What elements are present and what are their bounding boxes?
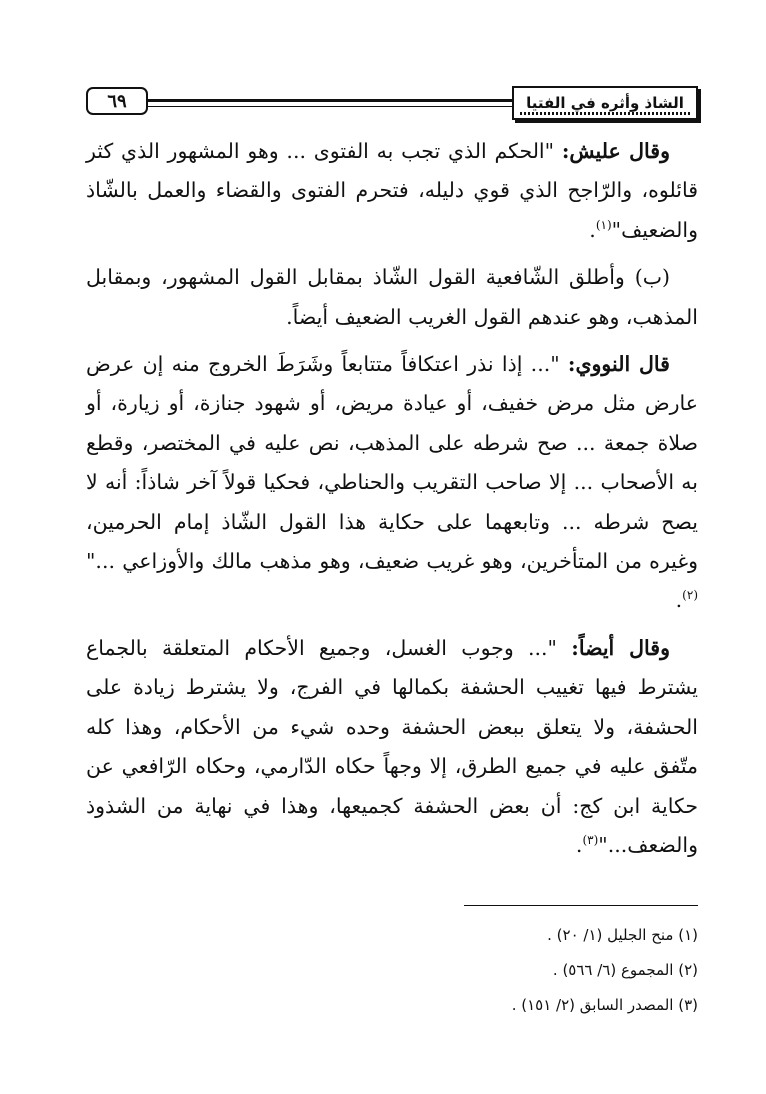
paragraph-1 [86, 132, 698, 250]
speaker: قال النووي: [567, 352, 670, 377]
end-mark: . [589, 217, 596, 242]
speaker: وقال أيضاً: [571, 635, 670, 660]
footnote-ref: (١) [595, 217, 612, 232]
paragraph-3 [86, 345, 698, 621]
header-rule-thin [148, 106, 512, 107]
footnote-ref: (٢) [682, 588, 698, 603]
header-rule [148, 99, 512, 102]
end-mark: . [675, 588, 683, 613]
page-number: ٦٩ [86, 87, 148, 115]
quote-text: "... إذا نذر اعتكافاً متتابعاً وشَرَطَ الخروج منه إن عرض عارض مثل مرض خفيف، أو عيادة مريض، أو شهود جنازة، أو زيارة، أو صلاة جمعة ... صح شرطه على المذهب، نص عليه في المختصر، وقطع به الأصحاب ... إلا صاحب التقريب والحناطي، فحكيا قولاً آخر شاذاً: أنه لا يصح شرطه ... وتابعهما على حكاية هذا القول الشّاذ إمام الحرمين، وغيره من المتأخرين، وهو غريب ضعيف، وهو مذهب مالك والأوزاعي ..." [86, 352, 698, 574]
paragraph-2 [86, 258, 698, 337]
footnote-separator [464, 905, 698, 906]
running-title: الشاذ وأثره في الفتيا [512, 86, 698, 120]
quote-text: "... وجوب الغسل، وجميع الأحكام المتعلقة بالجماع يشترط فيها تغييب الحشفة بكمالها في الفرج، ولا يشترط زيادة على الحشفة، ولا يتعلق ببعض الحشفة وحده شيء من الأحكام، وهذا كله متّفق عليه في جميع الطرق، إلا وجهاً حكاه الدّارمي، وحكاه الرّافعي عن حكاية ابن كج: أن بعض الحشفة كجميعها، وهذا في نهاية من الشذوذ والضعف..." [86, 635, 698, 857]
footnote-ref: (٣) [582, 833, 599, 848]
footnote-3: (٣) المصدر السابق (٢/ ١٥١) . [511, 996, 698, 1014]
footnotes [68, 918, 698, 1023]
footnote-2: (٢) المجموع (٦/ ٥٦٦) . [552, 961, 698, 979]
paragraph-text: (ب) وأطلق الشّافعية القول الشّاذ بمقابل القول المشهور، وبمقابل المذهب، وهو عندهم القول الغريب الضعيف أيضاً. [86, 265, 698, 329]
speaker: وقال عليش: [561, 139, 670, 163]
end-mark: . [575, 832, 583, 857]
main-text [86, 132, 698, 873]
running-header [86, 86, 698, 122]
quote-text: "الحكم الذي تجب به الفتوى ... وهو المشهور الذي كثر قائلوه، والرّاجح الذي قوي دليله، فتحرم الفتوى والقضاء والعمل بالشّاذ والضعيف" [86, 139, 698, 242]
paragraph-4 [86, 629, 698, 865]
footnote-1: (١) منح الجليل (١/ ٢٠) . [547, 926, 698, 944]
